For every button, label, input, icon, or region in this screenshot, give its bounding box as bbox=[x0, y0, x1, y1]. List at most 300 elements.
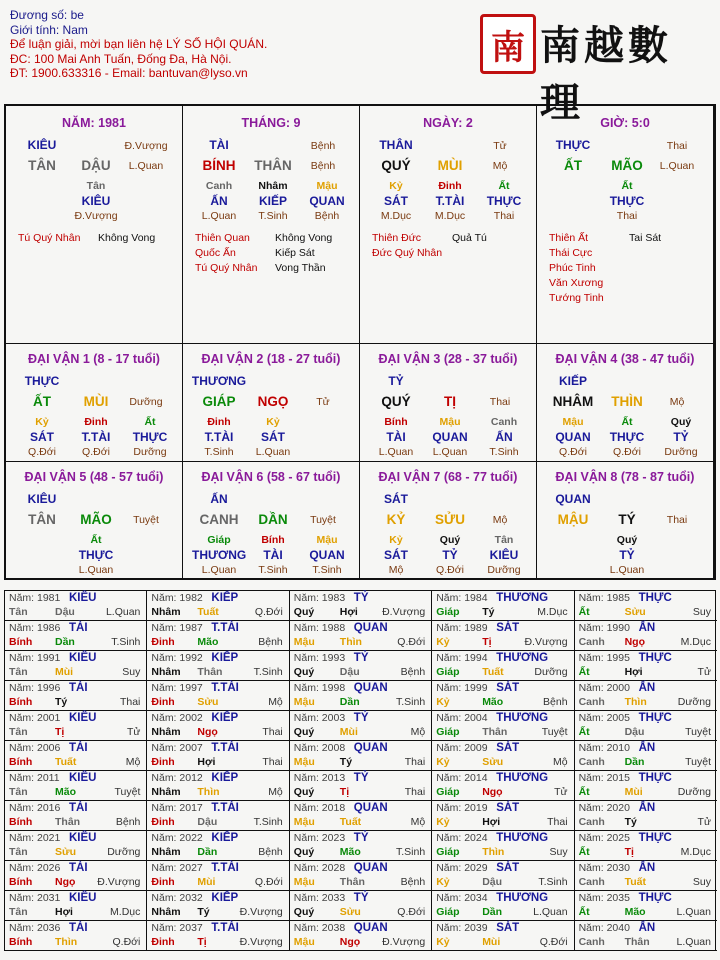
year-label: Năm: 1988 bbox=[293, 622, 346, 634]
year-god: T.TÀI bbox=[211, 862, 239, 874]
hidden-god: ẤN bbox=[210, 194, 228, 208]
year-stem: Quý bbox=[293, 666, 315, 678]
year-stage: Bệnh bbox=[543, 696, 568, 708]
year-stage: Q.Đới bbox=[254, 606, 283, 618]
year-row bbox=[5, 591, 717, 621]
year-label: Năm: 2003 bbox=[293, 712, 346, 724]
earth-branch: NGỌ bbox=[257, 394, 289, 409]
year-god: TỶ bbox=[353, 592, 369, 604]
year-cell bbox=[290, 681, 432, 711]
year-stem: Ất bbox=[578, 786, 590, 798]
dai-van-title: ĐẠI VẬN 4 (38 - 47 tuổi) bbox=[555, 352, 695, 366]
year-stage: Bệnh bbox=[400, 876, 426, 888]
hidden-god: THỰC bbox=[132, 430, 168, 444]
year-cell bbox=[575, 711, 717, 741]
year-god: KIÊU bbox=[69, 892, 97, 904]
top-right: Tử bbox=[493, 140, 507, 152]
hidden-stage: Đ.Vượng bbox=[74, 210, 118, 222]
year-branch: Sửu bbox=[482, 756, 504, 768]
year-branch: Dậu bbox=[482, 876, 503, 888]
hidden-stem: Đinh bbox=[207, 416, 231, 428]
year-stage: Tử bbox=[554, 786, 568, 798]
year-label: Năm: 1992 bbox=[151, 652, 203, 664]
year-stage: Tử bbox=[697, 816, 711, 828]
heaven-stem: MẬU bbox=[557, 512, 589, 527]
year-cell bbox=[5, 861, 147, 891]
year-stem: Đinh bbox=[151, 936, 175, 948]
year-branch: Mùi bbox=[55, 666, 74, 678]
year-branch: Dần bbox=[482, 906, 503, 918]
hidden-stem: Kỷ bbox=[389, 534, 403, 546]
earth-branch: TÝ bbox=[618, 512, 636, 527]
year-branch: Dần bbox=[55, 636, 75, 648]
year-cell bbox=[432, 831, 574, 861]
year-branch: Hợi bbox=[482, 816, 501, 828]
year-stage: Đ.Vượng bbox=[239, 906, 283, 918]
year-stem: Canh bbox=[578, 636, 605, 648]
owner-name: Đương số: be bbox=[10, 8, 84, 22]
year-god: THỰC bbox=[638, 712, 672, 724]
hidden-stage: T.Sinh bbox=[489, 446, 519, 458]
hidden-stem: Giáp bbox=[207, 534, 231, 546]
year-stem: Nhâm bbox=[151, 666, 181, 678]
year-label: Năm: 1985 bbox=[578, 592, 630, 604]
year-stem: Mậu bbox=[293, 696, 315, 708]
hidden-stage: L.Quan bbox=[255, 446, 291, 458]
year-stage: Dưỡng bbox=[677, 696, 711, 708]
year-stage: Thai bbox=[262, 726, 283, 738]
year-stem: Đinh bbox=[151, 756, 175, 768]
year-stem: Canh bbox=[578, 936, 605, 948]
hidden-stem: Ất bbox=[498, 180, 510, 192]
year-label: Năm: 2023 bbox=[293, 832, 346, 844]
year-stage: Thai bbox=[547, 816, 568, 828]
year-stem: Canh bbox=[578, 876, 605, 888]
year-label: Năm: 1993 bbox=[293, 652, 346, 664]
pillar-cell bbox=[537, 106, 714, 344]
hidden-god: TỶ bbox=[673, 430, 689, 444]
year-branch: Dần bbox=[197, 846, 218, 858]
hidden-god: KIẾP bbox=[258, 194, 287, 208]
star-right: Tai Sát bbox=[629, 232, 662, 244]
year-stem: Đinh bbox=[151, 696, 175, 708]
year-god: QUAN bbox=[353, 922, 388, 934]
heaven-stem: ẤT bbox=[564, 158, 582, 173]
dai-van-god: THỰC bbox=[24, 374, 60, 388]
year-cell bbox=[147, 921, 289, 951]
year-stage: Suy bbox=[549, 846, 568, 858]
bazi-chart-grid bbox=[4, 104, 716, 580]
earth-branch: DẦN bbox=[258, 512, 288, 527]
earth-branch: TỊ bbox=[444, 394, 456, 409]
year-god: TÀI bbox=[69, 682, 88, 694]
hidden-stem: Quý bbox=[670, 416, 692, 428]
hidden-stage: Q.Đới bbox=[28, 446, 56, 458]
year-stem: Tân bbox=[9, 906, 28, 918]
earth-branch: MÃO bbox=[611, 158, 643, 173]
year-label: Năm: 2008 bbox=[293, 742, 346, 754]
dai-van-god: TỶ bbox=[388, 374, 404, 388]
year-cell bbox=[432, 891, 574, 921]
year-label: Năm: 2028 bbox=[293, 862, 346, 874]
life-stage: Mộ bbox=[492, 160, 508, 172]
year-cell bbox=[290, 651, 432, 681]
year-stage: Mộ bbox=[268, 786, 283, 798]
address-line: ĐC: 100 Mai Anh Tuấn, Đống Đa, Hà Nội. bbox=[10, 51, 232, 66]
dai-van-god: KIÊU bbox=[27, 492, 57, 506]
year-stage: Tử bbox=[126, 726, 141, 738]
heaven-stem: BÍNH bbox=[202, 158, 236, 173]
year-branch: Tuất bbox=[624, 876, 646, 888]
hidden-stem: Kỷ bbox=[266, 416, 280, 428]
year-stage: Bệnh bbox=[258, 846, 283, 858]
earth-branch: DẬU bbox=[81, 158, 111, 173]
life-stage: L.Quan bbox=[659, 160, 695, 172]
year-stem: Kỷ bbox=[436, 636, 450, 648]
year-stem: Bính bbox=[9, 816, 33, 828]
year-cell bbox=[575, 861, 717, 891]
year-stem: Giáp bbox=[436, 786, 460, 798]
year-god: QUAN bbox=[353, 862, 388, 874]
hidden-stem: Kỷ bbox=[389, 180, 403, 192]
year-cell bbox=[575, 681, 717, 711]
year-stem: Mậu bbox=[293, 636, 315, 648]
year-branch: Thìn bbox=[624, 696, 647, 708]
earth-branch: MÙI bbox=[83, 394, 109, 409]
year-row bbox=[5, 831, 717, 861]
year-label: Năm: 2017 bbox=[151, 802, 203, 814]
year-cell bbox=[147, 621, 289, 651]
dai-van-cell bbox=[360, 344, 537, 462]
heaven-stem: GIÁP bbox=[202, 394, 236, 409]
hidden-stage: M.Dục bbox=[380, 210, 412, 222]
year-stem: Mậu bbox=[293, 756, 315, 768]
year-god: T.TÀI bbox=[211, 742, 239, 754]
year-label: Năm: 1995 bbox=[578, 652, 630, 664]
year-branch: Tý bbox=[339, 756, 353, 768]
year-label: Năm: 2038 bbox=[293, 922, 346, 934]
hidden-god: KIÊU bbox=[81, 194, 111, 208]
hidden-god: QUAN bbox=[309, 194, 345, 208]
star-left: Tướng Tinh bbox=[549, 292, 604, 304]
year-stage: Mộ bbox=[125, 756, 141, 768]
year-stem: Đinh bbox=[151, 876, 175, 888]
year-label: Năm: 2020 bbox=[578, 802, 630, 814]
year-stage: Thai bbox=[119, 696, 141, 708]
year-stage: Mộ bbox=[268, 696, 283, 708]
hidden-god: TỶ bbox=[619, 548, 635, 562]
year-stem: Nhâm bbox=[151, 606, 181, 618]
year-row bbox=[5, 741, 717, 771]
year-stage: Bệnh bbox=[258, 636, 283, 648]
star-left: Văn Xương bbox=[549, 277, 604, 289]
year-label: Năm: 1986 bbox=[9, 622, 61, 634]
year-god: T.TÀI bbox=[211, 682, 239, 694]
star-left: Thái Cực bbox=[549, 247, 593, 259]
top-right: Thai bbox=[666, 140, 688, 152]
star-left: Thiên Ất bbox=[549, 232, 589, 244]
year-god: TÀI bbox=[69, 622, 88, 634]
year-label: Năm: 2040 bbox=[578, 922, 630, 934]
year-branch: Dần bbox=[624, 756, 645, 768]
year-cell bbox=[5, 921, 147, 951]
hidden-stage: T.Sinh bbox=[258, 564, 288, 576]
year-stem: Quý bbox=[293, 726, 315, 738]
year-cell bbox=[5, 891, 147, 921]
year-label: Năm: 2025 bbox=[578, 832, 630, 844]
year-god: THỰC bbox=[638, 592, 672, 604]
hidden-god: T.TÀI bbox=[81, 430, 111, 444]
year-stem: Giáp bbox=[436, 606, 460, 618]
year-god: TỶ bbox=[353, 832, 369, 844]
dai-van-cell bbox=[360, 462, 537, 580]
seal-icon: 南 bbox=[480, 14, 536, 74]
year-god: SÁT bbox=[496, 922, 520, 934]
year-god: QUAN bbox=[353, 742, 388, 754]
year-cell bbox=[432, 741, 574, 771]
year-label: Năm: 1987 bbox=[151, 622, 203, 634]
star-right: Vong Thần bbox=[275, 262, 326, 274]
year-stem: Tân bbox=[9, 666, 28, 678]
year-stem: Bính bbox=[9, 876, 33, 888]
hidden-stage: Q.Đới bbox=[436, 564, 464, 576]
year-cell bbox=[290, 621, 432, 651]
life-stage: Tử bbox=[316, 396, 330, 408]
year-god: TỶ bbox=[353, 712, 369, 724]
year-cell bbox=[575, 801, 717, 831]
year-branch: Ngọ bbox=[482, 786, 503, 798]
year-branch: Tuất bbox=[339, 816, 362, 828]
year-label: Năm: 2029 bbox=[436, 862, 488, 874]
hidden-god: THƯƠNG bbox=[192, 548, 247, 562]
year-label: Năm: 2027 bbox=[151, 862, 203, 874]
year-branch: Sửu bbox=[624, 606, 646, 618]
year-branch: Sửu bbox=[339, 906, 361, 918]
hidden-stem: Mậu bbox=[316, 180, 338, 192]
year-god: KIÊU bbox=[69, 592, 97, 604]
year-stem: Quý bbox=[293, 906, 315, 918]
year-label: Năm: 2015 bbox=[578, 772, 630, 784]
year-branch: Tị bbox=[197, 936, 207, 948]
year-stem: Quý bbox=[293, 846, 315, 858]
year-label: Năm: 2022 bbox=[151, 832, 203, 844]
year-stage: Tuyệt bbox=[685, 756, 711, 768]
year-row bbox=[5, 621, 717, 651]
year-stem: Tân bbox=[9, 726, 28, 738]
year-stage: Suy bbox=[122, 666, 141, 678]
year-branch: Hợi bbox=[339, 606, 358, 618]
hidden-stem: Nhâm bbox=[258, 180, 288, 192]
dai-van-god: QUAN bbox=[555, 492, 591, 506]
year-branch: Tị bbox=[55, 726, 65, 738]
hidden-stem: Ất bbox=[144, 416, 156, 428]
year-stage: Suy bbox=[692, 876, 711, 888]
year-cell bbox=[5, 801, 147, 831]
year-branch: Thân bbox=[339, 876, 365, 888]
year-stage: Q.Đới bbox=[254, 876, 283, 888]
heaven-stem: NHÂM bbox=[552, 394, 594, 409]
year-branch: Dần bbox=[339, 696, 360, 708]
year-stage: Q.Đới bbox=[539, 936, 568, 948]
year-label: Năm: 2026 bbox=[9, 862, 61, 874]
year-branch: Tị bbox=[339, 786, 350, 798]
year-stem: Mậu bbox=[293, 816, 315, 828]
year-cell bbox=[290, 861, 432, 891]
year-stem: Kỷ bbox=[436, 696, 450, 708]
year-stem: Tân bbox=[9, 786, 28, 798]
year-god: ẤN bbox=[638, 682, 656, 694]
year-cell bbox=[290, 591, 432, 621]
year-label: Năm: 2016 bbox=[9, 802, 61, 814]
year-row bbox=[5, 681, 717, 711]
year-stage: T.Sinh bbox=[538, 876, 568, 888]
year-cell bbox=[5, 621, 147, 651]
year-cell bbox=[432, 711, 574, 741]
year-cell bbox=[147, 861, 289, 891]
year-god: THƯƠNG bbox=[496, 712, 549, 724]
year-stage: Đ.Vượng bbox=[97, 876, 141, 888]
hidden-stage: T.Sinh bbox=[204, 446, 234, 458]
year-stage: M.Dục bbox=[680, 636, 711, 648]
year-cell bbox=[147, 741, 289, 771]
year-stage: Tử bbox=[697, 666, 711, 678]
year-stage: Dưỡng bbox=[534, 666, 568, 678]
year-branch: Tý bbox=[482, 606, 495, 618]
hidden-stem: Bính bbox=[261, 534, 285, 546]
year-cell bbox=[432, 921, 574, 951]
year-cell bbox=[290, 771, 432, 801]
year-stage: Dưỡng bbox=[107, 846, 141, 858]
top-god: THỰC bbox=[555, 138, 591, 152]
hidden-stage: L.Quan bbox=[201, 210, 237, 222]
year-god: THỰC bbox=[638, 832, 672, 844]
yearly-luck-table bbox=[4, 590, 716, 951]
year-god: ẤN bbox=[638, 742, 656, 754]
heaven-stem: ẤT bbox=[33, 394, 51, 409]
hidden-stem: Mậu bbox=[562, 416, 584, 428]
earth-branch: MÃO bbox=[80, 512, 112, 527]
year-cell bbox=[5, 681, 147, 711]
year-branch: Thân bbox=[55, 816, 81, 828]
year-stage: Đ.Vượng bbox=[524, 636, 568, 648]
year-god: QUAN bbox=[353, 802, 388, 814]
year-label: Năm: 1991 bbox=[9, 652, 61, 664]
hidden-god: TÀI bbox=[386, 430, 406, 444]
hidden-god: THỰC bbox=[78, 548, 114, 562]
year-branch: Mùi bbox=[624, 786, 643, 798]
year-branch: Tị bbox=[624, 846, 634, 858]
year-label: Năm: 1989 bbox=[436, 622, 488, 634]
year-cell bbox=[575, 921, 717, 951]
year-god: TỶ bbox=[353, 772, 369, 784]
star-left: Thiên Đức bbox=[372, 232, 422, 244]
hidden-stage: Thai bbox=[493, 210, 515, 222]
year-stem: Quý bbox=[293, 606, 315, 618]
year-god: SÁT bbox=[496, 742, 520, 754]
year-label: Năm: 1981 bbox=[9, 592, 61, 604]
gender: Giới tính: Nam bbox=[10, 22, 88, 37]
hidden-stem: Ất bbox=[90, 534, 102, 546]
hidden-god: ẤN bbox=[495, 430, 513, 444]
year-stem: Giáp bbox=[436, 846, 460, 858]
year-god: TÀI bbox=[69, 922, 88, 934]
hidden-stem: Mậu bbox=[439, 416, 461, 428]
year-stage: Đ.Vượng bbox=[382, 606, 426, 618]
hidden-god: TỶ bbox=[442, 548, 458, 562]
pillar-title: THÁNG: 9 bbox=[241, 116, 301, 130]
year-branch: Thìn bbox=[339, 636, 362, 648]
year-stem: Ất bbox=[578, 726, 590, 738]
year-cell bbox=[290, 801, 432, 831]
year-branch: Hợi bbox=[55, 906, 73, 918]
year-god: THƯƠNG bbox=[496, 832, 549, 844]
year-cell bbox=[147, 891, 289, 921]
dai-van-title: ĐẠI VẬN 6 (58 - 67 tuổi) bbox=[201, 470, 341, 484]
year-stage: Thai bbox=[262, 756, 283, 768]
year-cell bbox=[5, 711, 147, 741]
year-cell bbox=[147, 591, 289, 621]
pillar-cell bbox=[183, 106, 360, 344]
year-stage: T.Sinh bbox=[253, 666, 283, 678]
year-stem: Tân bbox=[9, 606, 28, 618]
dai-van-cell bbox=[6, 344, 183, 462]
star-left: Thiên Quan bbox=[195, 232, 250, 244]
year-cell bbox=[575, 621, 717, 651]
year-stem: Đinh bbox=[151, 636, 175, 648]
year-stem: Kỷ bbox=[436, 876, 450, 888]
hidden-stage: L.Quan bbox=[78, 564, 114, 576]
year-cell bbox=[432, 801, 574, 831]
year-stem: Bính bbox=[9, 756, 33, 768]
year-stage: M.Dục bbox=[110, 906, 141, 918]
year-stage: L.Quan bbox=[676, 906, 711, 918]
life-stage: Dưỡng bbox=[129, 396, 163, 408]
year-cell bbox=[147, 711, 289, 741]
year-cell bbox=[147, 801, 289, 831]
year-stem: Canh bbox=[578, 696, 605, 708]
year-branch: Thân bbox=[482, 726, 508, 738]
star-right: Kiếp Sát bbox=[275, 247, 315, 259]
year-label: Năm: 1998 bbox=[293, 682, 346, 694]
year-god: KIẾP bbox=[211, 712, 239, 724]
year-label: Năm: 2021 bbox=[9, 832, 61, 844]
life-stage: Bệnh bbox=[310, 160, 336, 172]
year-stage: T.Sinh bbox=[253, 816, 283, 828]
heaven-stem: CANH bbox=[199, 512, 239, 527]
year-stem: Tân bbox=[9, 846, 28, 858]
year-stage: Tuyệt bbox=[114, 786, 141, 798]
dai-van-god: KIẾP bbox=[558, 374, 587, 388]
year-stage: Đ.Vượng bbox=[239, 936, 283, 948]
heaven-stem: QUÝ bbox=[381, 158, 411, 173]
star-left: Đức Quý Nhân bbox=[372, 247, 443, 259]
year-god: THƯƠNG bbox=[496, 772, 549, 784]
year-god: KIÊU bbox=[69, 652, 97, 664]
year-branch: Thân bbox=[197, 666, 223, 678]
year-stem: Nhâm bbox=[151, 846, 181, 858]
year-stage: Dưỡng bbox=[677, 786, 711, 798]
hidden-god: SÁT bbox=[384, 548, 408, 562]
year-stage: Tuyệt bbox=[541, 726, 568, 738]
year-cell bbox=[290, 891, 432, 921]
year-branch: Mùi bbox=[482, 936, 501, 948]
life-stage: Thai bbox=[489, 396, 511, 408]
year-stage: Bệnh bbox=[400, 666, 426, 678]
year-cell bbox=[432, 591, 574, 621]
year-stem: Nhâm bbox=[151, 786, 181, 798]
year-cell bbox=[575, 741, 717, 771]
year-god: TÀI bbox=[69, 802, 88, 814]
